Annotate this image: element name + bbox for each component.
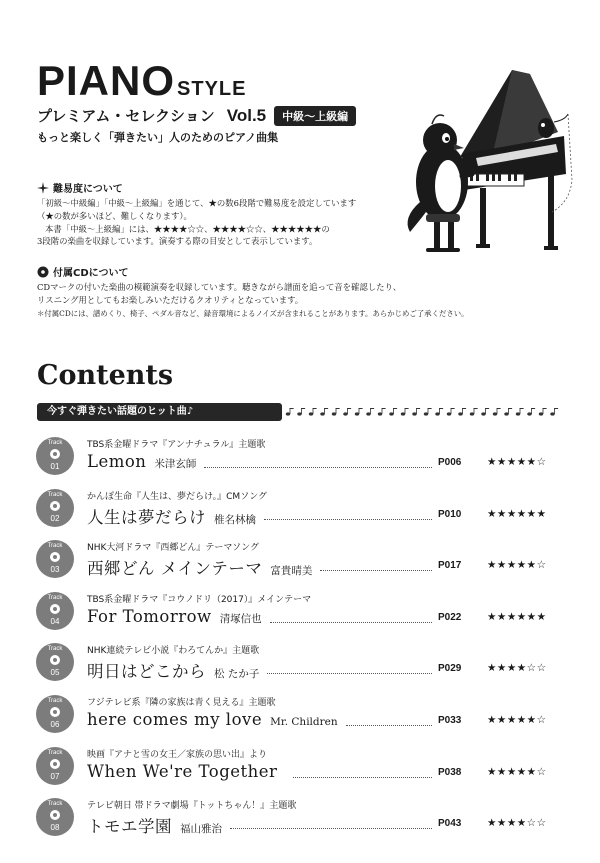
track-title-row	[87, 555, 312, 579]
song-title: For Tomorrow	[87, 607, 212, 626]
track-title-row	[87, 762, 285, 781]
page-number: P006	[438, 457, 462, 468]
song-title: here comes my love	[87, 710, 263, 729]
difficulty-line: 本書「中級〜上級編」には、★★★★☆☆、★★★★☆☆、★★★★★★の	[45, 223, 330, 234]
disc-hole	[50, 810, 60, 820]
series-line	[37, 105, 356, 126]
track-label: Track	[47, 492, 63, 498]
track-label: Track	[47, 698, 63, 704]
difficulty-rating: ★★★★★☆	[487, 559, 547, 571]
song-title: When We're Together	[87, 762, 278, 781]
track-title-row	[87, 504, 256, 528]
track-number: 05	[50, 668, 60, 677]
section-banner: 今すぐ弾きたい話題のヒット曲♪	[37, 403, 282, 421]
difficulty-rating: ★★★★★☆	[487, 766, 547, 778]
artist-name: 米津玄師	[154, 458, 197, 470]
track-number: 08	[50, 823, 60, 832]
track-number: 03	[50, 565, 60, 574]
pianist-illustration	[380, 62, 575, 262]
page-number: P010	[438, 509, 462, 520]
artist-name: 松 たか子	[214, 668, 260, 680]
song-title: 明日はどこから	[87, 662, 206, 681]
disc-hole	[50, 707, 60, 717]
cd-heading	[37, 264, 128, 279]
track-number: 04	[50, 617, 60, 626]
track-program: TBS系金曜ドラマ『コウノドリ（2017）』メインテーマ	[87, 595, 312, 605]
dotted-leader	[230, 828, 432, 829]
contents-title: Contents	[37, 360, 174, 391]
track-title-row	[87, 607, 262, 626]
cd-heading-text: 付属CDについて	[53, 268, 129, 279]
artist-name: Mr. Children	[270, 716, 338, 728]
track-row	[30, 695, 575, 741]
disc-hole	[50, 759, 60, 769]
cd-icon	[37, 266, 49, 278]
dotted-leader	[293, 777, 432, 778]
disc-hole	[50, 501, 60, 511]
track-program: テレビ朝日 帯ドラマ劇場『トットちゃん！』主題歌	[87, 801, 297, 811]
cd-track-icon	[36, 489, 74, 527]
track-row	[30, 437, 575, 483]
track-program: NHK大河ドラマ『西郷どん』テーマソング	[87, 543, 259, 553]
page-number: P022	[438, 612, 462, 623]
track-label: Track	[47, 440, 63, 446]
series-name: プレミアム・セレクション	[37, 107, 215, 125]
difficulty-heading	[37, 180, 123, 195]
track-row	[30, 643, 575, 689]
level-badge: 中級〜上級編	[274, 106, 356, 126]
page-number: P017	[438, 560, 462, 571]
difficulty-line: （★の数が多いほど、難しくなります）。	[37, 210, 192, 221]
track-title-row	[87, 452, 196, 471]
track-program: フジテレビ系『隣の家族は青く見える』主題歌	[87, 698, 276, 708]
track-label: Track	[47, 750, 63, 756]
difficulty-heading-text: 難易度について	[53, 184, 123, 195]
disc-hole	[50, 604, 60, 614]
dotted-leader	[320, 570, 432, 571]
track-program: かんぽ生命『人生は、夢だらけ。』CMソング	[87, 492, 268, 502]
song-title: 西郷どん メインテーマ	[87, 559, 263, 578]
dotted-leader	[270, 622, 432, 623]
note-border-decoration	[284, 407, 564, 417]
track-row	[30, 798, 575, 844]
track-number: 02	[50, 514, 60, 523]
difficulty-rating: ★★★★★☆	[487, 714, 547, 726]
disc-hole	[50, 449, 60, 459]
dotted-leader	[264, 519, 432, 520]
track-label: Track	[47, 595, 63, 601]
page-number: P029	[438, 663, 462, 674]
song-title: 人生は夢だらけ	[87, 508, 206, 527]
page-number: P038	[438, 767, 462, 778]
cd-text	[37, 281, 457, 307]
difficulty-rating: ★★★★☆☆	[487, 662, 547, 674]
track-program: TBS系金曜ドラマ『アンナチュラル』主題歌	[87, 440, 266, 450]
track-row	[30, 592, 575, 638]
sparkle-icon	[37, 182, 49, 194]
page-number: P043	[438, 818, 462, 829]
song-title: トモエ学園	[87, 817, 172, 836]
track-row	[30, 747, 575, 793]
track-label: Track	[47, 646, 63, 652]
track-label: Track	[47, 543, 63, 549]
difficulty-line: 「初級〜中級編」「中級〜上級編」を通じて、★の数6段階で難易度を設定しています	[37, 198, 357, 208]
cd-track-icon	[36, 798, 74, 836]
cd-line: リスニング用としてもお楽しみいただけるクオリティとなっています。	[37, 294, 304, 305]
cd-track-icon	[36, 643, 74, 681]
disc-hole	[50, 655, 60, 665]
difficulty-line: 3段階の楽曲を収録しています。演奏する際の目安として表示しています。	[37, 236, 318, 247]
track-row	[30, 489, 575, 535]
cd-note: ＊付属CDには、譜めくり、椅子、ペダル音など、録音環境によるノイズが含まれることがあります。あらかじめご了承ください。	[37, 309, 469, 318]
track-label: Track	[47, 801, 63, 807]
cd-track-icon	[36, 540, 74, 578]
track-number: 01	[50, 462, 60, 471]
page-number: P033	[438, 715, 462, 726]
cd-track-icon	[36, 592, 74, 630]
brand-style: STYLE	[177, 78, 247, 100]
difficulty-rating: ★★★★☆☆	[487, 817, 547, 829]
dotted-leader	[204, 467, 432, 468]
track-program: 映画『アナと雪の女王／家族の思い出』より	[87, 750, 268, 760]
artist-name: 椎名林檎	[214, 514, 256, 526]
track-program: NHK連続テレビ小説『わろてんか』主題歌	[87, 646, 260, 656]
brand-logo	[37, 57, 247, 104]
track-number: 06	[50, 720, 60, 729]
cd-track-icon	[36, 747, 74, 785]
dotted-leader	[346, 725, 432, 726]
cd-track-icon	[36, 695, 74, 733]
disc-hole	[50, 552, 60, 562]
cd-track-icon	[36, 437, 74, 475]
tagline: もっと楽しく「弾きたい」人のためのピアノ曲集	[37, 131, 279, 144]
brand-piano: PIANO	[37, 57, 176, 104]
track-row	[30, 540, 575, 586]
track-title-row	[87, 813, 222, 837]
difficulty-rating: ★★★★★★	[487, 611, 547, 623]
artist-name: 清塚信也	[219, 613, 262, 625]
track-number: 07	[50, 772, 60, 781]
difficulty-rating: ★★★★★☆	[487, 456, 547, 468]
track-title-row	[87, 658, 259, 682]
series-volume: Vol.5	[226, 105, 267, 125]
cd-line: CDマークの付いた楽曲の模範演奏を収録しています。聴きながら譜面を追って音を確認したり、	[37, 282, 402, 292]
song-title: Lemon	[87, 452, 147, 471]
dotted-leader	[267, 673, 432, 674]
artist-name: 福山雅治	[180, 823, 222, 835]
track-title-row	[87, 710, 338, 729]
difficulty-rating: ★★★★★★	[487, 508, 547, 520]
artist-name: 富貴晴美	[270, 565, 313, 577]
